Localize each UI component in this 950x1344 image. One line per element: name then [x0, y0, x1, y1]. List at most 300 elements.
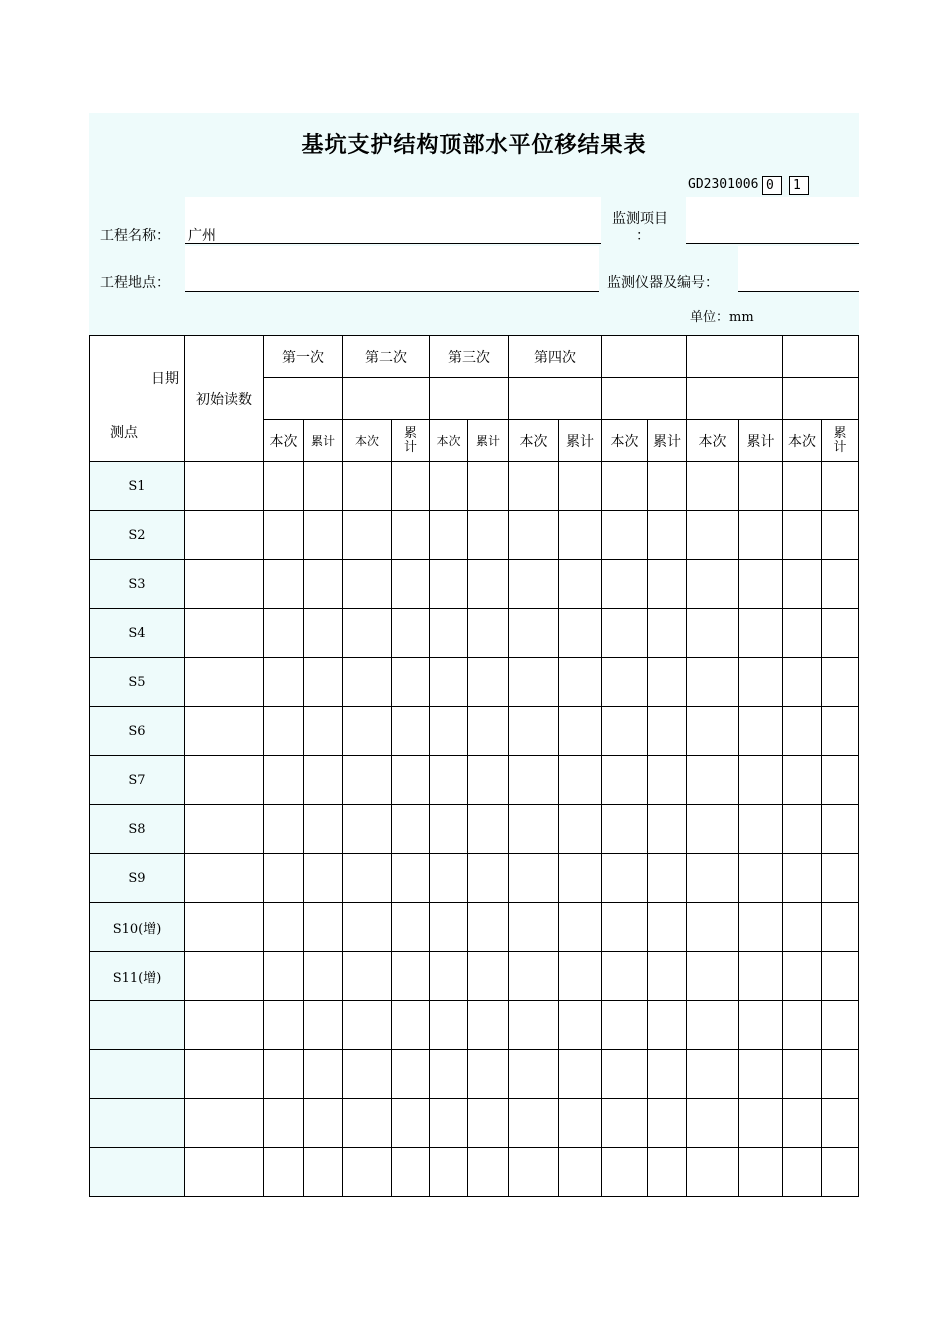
value-cell [822, 1099, 859, 1148]
value-cell [687, 854, 739, 903]
initial-reading-cell [185, 462, 264, 511]
monitor-item-underline [686, 243, 859, 244]
value-cell [559, 462, 602, 511]
round-3-date [430, 378, 509, 420]
initial-reading-cell [185, 903, 264, 952]
value-cell [739, 1050, 783, 1099]
project-location-label: 工程地点： [100, 275, 170, 291]
value-cell [602, 462, 648, 511]
point-id-cell: S7 [90, 756, 185, 805]
point-id-cell: S4 [90, 609, 185, 658]
value-cell [264, 462, 304, 511]
value-cell [687, 1099, 739, 1148]
value-cell [392, 1050, 430, 1099]
value-cell [343, 560, 392, 609]
value-cell [304, 560, 343, 609]
value-cell [392, 1148, 430, 1197]
value-cell [468, 1001, 509, 1050]
table-row [90, 854, 859, 903]
table-row [90, 511, 859, 560]
value-cell [739, 511, 783, 560]
value-cell [304, 854, 343, 903]
sub-current: 本次 [264, 420, 304, 462]
value-cell [648, 707, 687, 756]
value-cell [559, 511, 602, 560]
initial-reading-cell [185, 1001, 264, 1050]
value-cell [648, 511, 687, 560]
value-cell [783, 658, 822, 707]
value-cell [822, 952, 859, 1001]
value-cell [392, 1001, 430, 1050]
initial-reading-cell [185, 952, 264, 1001]
value-cell [430, 560, 468, 609]
value-cell [468, 462, 509, 511]
value-cell [509, 1050, 559, 1099]
round-3-header: 第三次 [430, 336, 509, 378]
value-cell [343, 707, 392, 756]
initial-reading-cell [185, 1050, 264, 1099]
value-cell [468, 560, 509, 609]
round-5-header [602, 336, 687, 378]
value-cell [343, 952, 392, 1001]
point-id-cell: S8 [90, 805, 185, 854]
value-cell [822, 805, 859, 854]
value-cell [602, 707, 648, 756]
value-cell [343, 511, 392, 560]
table-row [90, 462, 859, 511]
project-name-cell [185, 197, 601, 244]
value-cell [648, 1148, 687, 1197]
value-cell [304, 1001, 343, 1050]
value-cell [687, 1001, 739, 1050]
value-cell [509, 658, 559, 707]
value-cell [559, 805, 602, 854]
value-cell [559, 854, 602, 903]
sub-cumulative: 累计 [304, 420, 343, 462]
point-id-cell: S6 [90, 707, 185, 756]
value-cell [304, 1148, 343, 1197]
value-cell [264, 1050, 304, 1099]
project-location-cell [185, 246, 599, 292]
instrument-label: 监测仪器及编号： [607, 275, 719, 291]
value-cell [559, 1001, 602, 1050]
value-cell [822, 560, 859, 609]
value-cell [468, 511, 509, 560]
value-cell [430, 952, 468, 1001]
value-cell [304, 1099, 343, 1148]
value-cell [304, 609, 343, 658]
value-cell [602, 854, 648, 903]
round-2-date [343, 378, 430, 420]
value-cell [304, 903, 343, 952]
table-row [90, 609, 859, 658]
value-cell [468, 1099, 509, 1148]
value-cell [392, 462, 430, 511]
value-cell [509, 511, 559, 560]
value-cell [430, 854, 468, 903]
value-cell [509, 1099, 559, 1148]
document-code: GD2301006 [688, 177, 759, 192]
value-cell [739, 1148, 783, 1197]
value-cell [304, 462, 343, 511]
point-id-cell: S5 [90, 658, 185, 707]
value-cell [602, 1001, 648, 1050]
value-cell [783, 609, 822, 658]
value-cell [509, 756, 559, 805]
value-cell [468, 903, 509, 952]
value-cell [739, 756, 783, 805]
value-cell [430, 609, 468, 658]
value-cell [687, 1148, 739, 1197]
value-cell [264, 854, 304, 903]
initial-reading-cell [185, 756, 264, 805]
initial-reading-cell [185, 560, 264, 609]
value-cell [392, 511, 430, 560]
value-cell [687, 903, 739, 952]
value-cell [343, 462, 392, 511]
sub-current: 本次 [343, 420, 392, 462]
initial-reading-cell [185, 805, 264, 854]
value-cell [739, 560, 783, 609]
point-id-cell: S1 [90, 462, 185, 511]
value-cell [392, 609, 430, 658]
sub-current: 本次 [783, 420, 822, 462]
value-cell [509, 462, 559, 511]
value-cell [559, 609, 602, 658]
value-cell [687, 707, 739, 756]
instrument-cell [738, 246, 859, 292]
value-cell [559, 1050, 602, 1099]
sub-cumulative: 累计 [559, 420, 602, 462]
value-cell [648, 903, 687, 952]
page-title: 基坑支护结构顶部水平位移结果表 [301, 133, 647, 158]
value-cell [304, 952, 343, 1001]
point-id-cell [90, 1001, 185, 1050]
date-point-corner [90, 336, 185, 462]
value-cell [343, 805, 392, 854]
value-cell [430, 1099, 468, 1148]
value-cell [509, 854, 559, 903]
value-cell [602, 1148, 648, 1197]
value-cell [392, 707, 430, 756]
value-cell [602, 1050, 648, 1099]
value-cell [264, 756, 304, 805]
monitor-item-colon: ： [636, 228, 650, 244]
sub-cumulative: 累计 [648, 420, 687, 462]
monitor-item-label: 监测项目 [612, 211, 668, 227]
table-row [90, 805, 859, 854]
value-cell [602, 609, 648, 658]
value-cell [783, 560, 822, 609]
value-cell [783, 1050, 822, 1099]
value-cell [430, 756, 468, 805]
point-id-cell: S2 [90, 511, 185, 560]
value-cell [648, 756, 687, 805]
value-cell [392, 805, 430, 854]
value-cell [264, 1001, 304, 1050]
value-cell [648, 658, 687, 707]
value-cell [687, 609, 739, 658]
value-cell [602, 805, 648, 854]
round-2-header: 第二次 [343, 336, 430, 378]
value-cell [822, 609, 859, 658]
initial-reading-cell [185, 1099, 264, 1148]
value-cell [509, 609, 559, 658]
value-cell [783, 952, 822, 1001]
value-cell [509, 805, 559, 854]
value-cell [509, 1148, 559, 1197]
table-row [90, 560, 859, 609]
point-label: 测点 [110, 425, 138, 441]
value-cell [430, 707, 468, 756]
value-cell [264, 560, 304, 609]
value-cell [602, 511, 648, 560]
value-cell [430, 462, 468, 511]
value-cell [783, 756, 822, 805]
point-id-cell [90, 1099, 185, 1148]
value-cell [648, 1001, 687, 1050]
value-cell [509, 952, 559, 1001]
value-cell [264, 1148, 304, 1197]
value-cell [687, 511, 739, 560]
value-cell [822, 707, 859, 756]
value-cell [602, 1099, 648, 1148]
round-7-date [783, 378, 859, 420]
value-cell [343, 1099, 392, 1148]
sub-cumulative-stacked: 累 计 [822, 420, 859, 462]
value-cell [783, 511, 822, 560]
initial-reading-cell [185, 511, 264, 560]
value-cell [648, 952, 687, 1001]
sub-cumulative: 累计 [468, 420, 509, 462]
value-cell [559, 1148, 602, 1197]
value-cell [739, 1099, 783, 1148]
value-cell [468, 805, 509, 854]
value-cell [392, 1099, 430, 1148]
value-cell [430, 1001, 468, 1050]
initial-reading-cell [185, 1148, 264, 1197]
value-cell [783, 707, 822, 756]
value-cell [392, 756, 430, 805]
value-cell [602, 903, 648, 952]
value-cell [783, 903, 822, 952]
value-cell [468, 854, 509, 903]
value-cell [559, 756, 602, 805]
value-cell [739, 952, 783, 1001]
initial-reading-cell [185, 854, 264, 903]
value-cell [648, 609, 687, 658]
value-cell [559, 560, 602, 609]
point-id-cell: S11(增) [90, 952, 185, 1001]
sub-current: 本次 [509, 420, 559, 462]
point-id-cell [90, 1148, 185, 1197]
value-cell [739, 707, 783, 756]
value-cell [468, 756, 509, 805]
value-cell [739, 462, 783, 511]
value-cell [343, 609, 392, 658]
value-cell [783, 805, 822, 854]
round-5-date [602, 378, 687, 420]
value-cell [264, 658, 304, 707]
value-cell [343, 854, 392, 903]
value-cell [687, 1050, 739, 1099]
value-cell [739, 658, 783, 707]
value-cell [648, 805, 687, 854]
value-cell [264, 805, 304, 854]
table-body [90, 462, 859, 1197]
round-1-header: 第一次 [264, 336, 343, 378]
value-cell [264, 1099, 304, 1148]
point-id-cell [90, 1050, 185, 1099]
value-cell [509, 707, 559, 756]
instrument-underline [738, 291, 859, 292]
value-cell [687, 462, 739, 511]
value-cell [430, 1148, 468, 1197]
value-cell [264, 609, 304, 658]
value-cell [392, 854, 430, 903]
point-id-cell: S3 [90, 560, 185, 609]
value-cell [468, 1050, 509, 1099]
value-cell [783, 1148, 822, 1197]
table-row [90, 756, 859, 805]
table-row [90, 707, 859, 756]
value-cell [602, 560, 648, 609]
point-id-cell: S9 [90, 854, 185, 903]
value-cell [559, 658, 602, 707]
unit-label: 单位：mm [690, 310, 754, 325]
value-cell [783, 1099, 822, 1148]
point-id-cell: S10(增) [90, 903, 185, 952]
sub-current: 本次 [687, 420, 739, 462]
value-cell [783, 462, 822, 511]
sub-cumulative: 累计 [739, 420, 783, 462]
value-cell [739, 805, 783, 854]
round-6-header [687, 336, 783, 378]
value-cell [648, 854, 687, 903]
value-cell [822, 1001, 859, 1050]
sub-current: 本次 [430, 420, 468, 462]
value-cell [559, 903, 602, 952]
value-cell [343, 903, 392, 952]
value-cell [430, 511, 468, 560]
value-cell [392, 560, 430, 609]
round-4-header: 第四次 [509, 336, 602, 378]
value-cell [304, 805, 343, 854]
value-cell [304, 658, 343, 707]
value-cell [648, 462, 687, 511]
value-cell [264, 707, 304, 756]
value-cell [304, 1050, 343, 1099]
value-cell [739, 854, 783, 903]
round-7-header [783, 336, 859, 378]
value-cell [392, 903, 430, 952]
value-cell [822, 462, 859, 511]
value-cell [468, 952, 509, 1001]
value-cell [430, 805, 468, 854]
value-cell [509, 560, 559, 609]
initial-reading-cell [185, 609, 264, 658]
value-cell [822, 658, 859, 707]
project-location-underline [185, 291, 599, 292]
value-cell [304, 707, 343, 756]
table-row [90, 952, 859, 1001]
monitor-item-cell [686, 197, 859, 244]
value-cell [559, 1099, 602, 1148]
initial-reading-header: 初始读数 [185, 336, 264, 462]
value-cell [687, 560, 739, 609]
project-name-value: 广州 [188, 228, 216, 244]
table-row [90, 1148, 859, 1197]
project-name-label: 工程名称： [100, 228, 170, 244]
value-cell [783, 1001, 822, 1050]
date-label: 日期 [151, 371, 179, 387]
value-cell [783, 854, 822, 903]
round-1-date [264, 378, 343, 420]
table-row [90, 658, 859, 707]
value-cell [343, 756, 392, 805]
value-cell [468, 1148, 509, 1197]
value-cell [509, 903, 559, 952]
value-cell [343, 1050, 392, 1099]
value-cell [648, 560, 687, 609]
value-cell [304, 756, 343, 805]
value-cell [430, 1050, 468, 1099]
value-cell [343, 1001, 392, 1050]
project-name-underline [185, 243, 601, 244]
table-row [90, 1099, 859, 1148]
value-cell [343, 658, 392, 707]
value-cell [822, 1050, 859, 1099]
initial-reading-cell [185, 707, 264, 756]
value-cell [559, 707, 602, 756]
value-cell [687, 952, 739, 1001]
value-cell [264, 511, 304, 560]
value-cell [687, 805, 739, 854]
value-cell [648, 1050, 687, 1099]
value-cell [602, 756, 648, 805]
value-cell [264, 952, 304, 1001]
value-cell [739, 609, 783, 658]
value-cell [559, 952, 602, 1001]
value-cell [822, 1148, 859, 1197]
table-row [90, 1050, 859, 1099]
code-box-2: 1 [789, 176, 809, 195]
sub-current: 本次 [602, 420, 648, 462]
value-cell [468, 609, 509, 658]
value-cell [648, 1099, 687, 1148]
code-box-1: 0 [762, 176, 782, 195]
round-4-date [509, 378, 602, 420]
value-cell [430, 658, 468, 707]
value-cell [430, 903, 468, 952]
value-cell [602, 952, 648, 1001]
value-cell [687, 658, 739, 707]
value-cell [304, 511, 343, 560]
value-cell [468, 658, 509, 707]
value-cell [822, 854, 859, 903]
table-row [90, 903, 859, 952]
value-cell [739, 903, 783, 952]
value-cell [468, 707, 509, 756]
value-cell [687, 756, 739, 805]
table-row [90, 1001, 859, 1050]
value-cell [822, 511, 859, 560]
sub-cumulative-stacked: 累 计 [392, 420, 430, 462]
value-cell [392, 952, 430, 1001]
value-cell [392, 658, 430, 707]
value-cell [602, 658, 648, 707]
value-cell [822, 756, 859, 805]
